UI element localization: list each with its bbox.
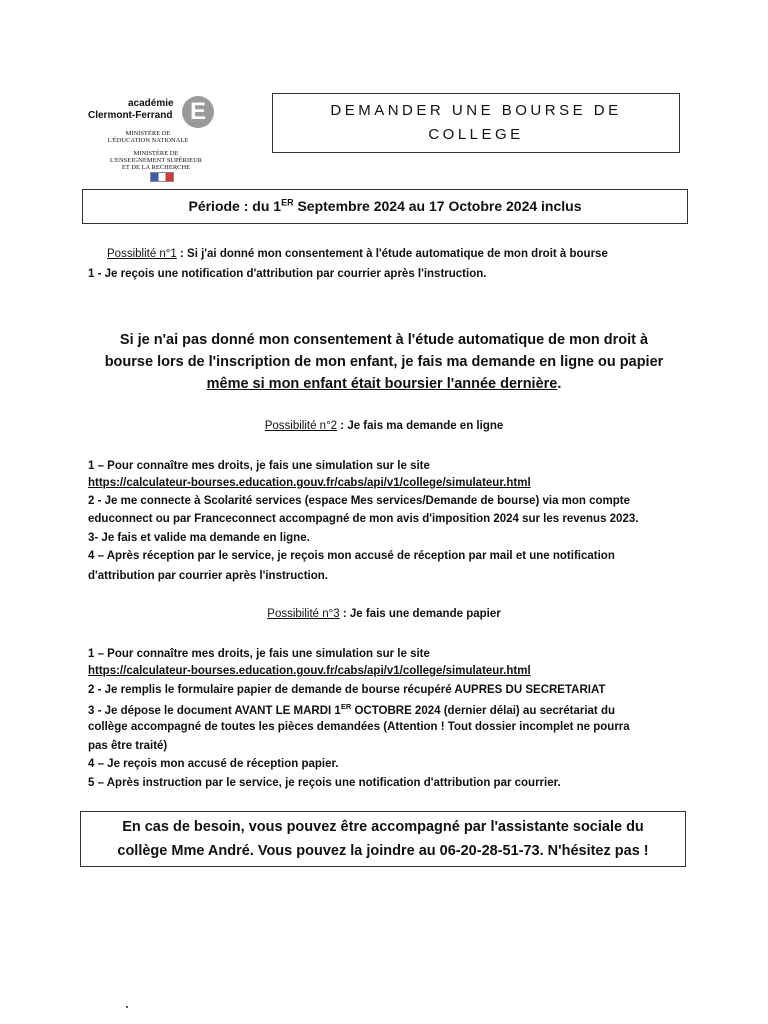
notice-line1: Si je n'ai pas donné mon consentement à l'étude automatique de mon droit à (119, 332, 649, 348)
p2-step2b: educonnect ou par Franceconnect accompagné de mon avis d'imposition 2024 sur les revenus 2023. (88, 513, 639, 525)
help-line1: En cas de besoin, vous pouvez être accompagné par l'assistante sociale du (122, 819, 644, 835)
scan-speck (126, 1006, 128, 1008)
p3-step5: 5 – Après instruction par le service, je reçois une notification d'attribution par courrier. (88, 777, 561, 789)
title-line1: DEMANDER UNE BOURSE DE (330, 102, 622, 119)
p3-step1: 1 – Pour connaître mes droits, je fais une simulation sur le site (88, 648, 430, 660)
p3-step3c: pas être traité) (88, 740, 168, 752)
p2-step2a: 2 - Je me connecte à Scolarité services (espace Mes services/Demande de bourse) via mon compte (88, 495, 631, 507)
period-box (82, 189, 688, 224)
ministere-enseignement-line2: L'ENSEIGNEMENT SUPÉRIEUR (109, 157, 203, 164)
academie-logo (86, 88, 226, 198)
p2-sep: : (337, 420, 348, 432)
notice-line3 (0, 376, 768, 392)
p2-simulator-link[interactable]: https://calculateur-bourses.education.gouv.fr/cabs/api/v1/college/simulateur.html (88, 477, 531, 489)
ministere-enseignement-line3: ET DE LA RECHERCHE (121, 164, 191, 171)
help-box (80, 811, 686, 867)
p3-step3a-post: OCTOBRE 2024 (dernier délai) au secrétariat du (351, 704, 615, 717)
p3-step3a-pre: 3 - Je dépose le document AVANT LE MARDI 1 (88, 704, 341, 717)
p2-heading (0, 420, 768, 432)
p3-step3a (88, 702, 615, 717)
p3-label: Possibilité n°3 (267, 608, 340, 620)
p1-step1: 1 - Je reçois une notification d'attribution par courrier après l'instruction. (88, 268, 487, 280)
ministere-education-line1: MINISTÈRE DE (125, 130, 171, 137)
p3-text: Je fais une demande papier (349, 608, 501, 620)
p3-heading (0, 608, 768, 620)
republique-flag-icon (150, 172, 174, 182)
p2-text: Je fais ma demande en ligne (347, 420, 504, 432)
document-title (272, 93, 680, 153)
notice-line2: bourse lors de l'inscription de mon enfant, je fais ma demande en ligne ou papier (104, 354, 664, 370)
ministere-enseignement-line1: MINISTÈRE DE (133, 150, 179, 157)
p2-step4b: d'attribution par courrier après l'instruction. (88, 570, 328, 582)
p3-sep: : (339, 608, 350, 620)
p1-text: Si j'ai donné mon consentement à l'étude automatique de mon droit à bourse (187, 248, 608, 260)
p2-step3: 3- Je fais et valide ma demande en ligne. (88, 532, 310, 544)
ministere-education (100, 130, 196, 144)
p2-label: Possibilité n°2 (264, 420, 338, 432)
p3-step2: 2 - Je remplis le formulaire papier de demande de bourse récupéré AUPRES DU SECRETARIAT (88, 684, 606, 696)
p2-step1: 1 – Pour connaître mes droits, je fais une simulation sur le site (88, 460, 430, 472)
p1-label: Possiblité n°1 (107, 248, 177, 260)
p3-step3a-sup: ER (340, 702, 352, 711)
p1-heading (107, 248, 608, 260)
p3-step3b: collège accompagné de toutes les pièces demandées (Attention ! Tout dossier incomplet ne pourra (88, 721, 630, 733)
notice-line3-end: . (557, 376, 562, 392)
notice-line3-text: même si mon enfant était boursier l'année dernière (206, 376, 558, 392)
help-line2: collège Mme André. Vous pouvez la joindre au 06-20-28-51-73. N'hésitez pas ! (117, 843, 649, 859)
period-prefix: Période : du 1 (188, 198, 282, 214)
p2-step4a: 4 – Après réception par le service, je reçois mon accusé de réception par mail et une notification (88, 550, 615, 562)
period-suffix: Septembre 2024 au 17 Octobre 2024 inclus (293, 198, 582, 214)
period-sup: ER (281, 197, 294, 208)
p3-step4: 4 – Je reçois mon accusé de réception papier. (88, 758, 339, 770)
title-line2: COLLEGE (428, 126, 524, 143)
academie-city: Clermont-Ferrand (88, 110, 173, 121)
ministere-enseignement (92, 150, 220, 171)
ministere-education-line2: L'ÉDUCATION NATIONALE (107, 137, 189, 144)
academie-label: académie (128, 98, 174, 109)
academie-e-icon: E (182, 96, 214, 128)
p3-simulator-link[interactable]: https://calculateur-bourses.education.gouv.fr/cabs/api/v1/college/simulateur.html (88, 665, 531, 677)
p1-sep: : (176, 248, 188, 260)
